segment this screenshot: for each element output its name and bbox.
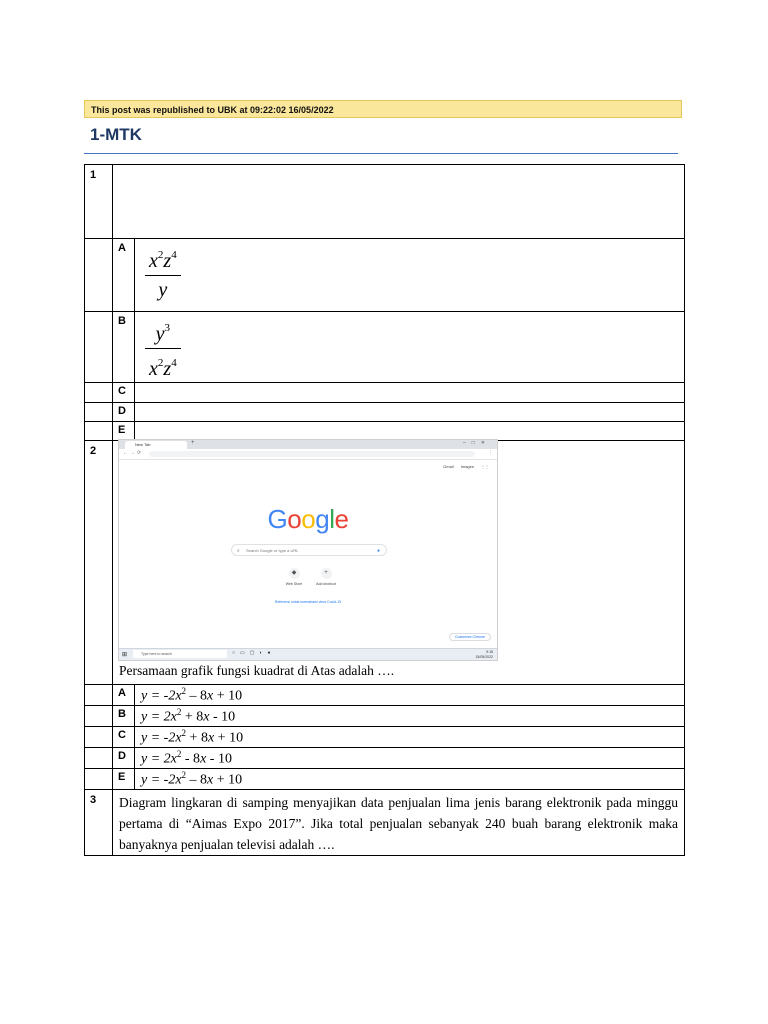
option-row: [85, 239, 685, 312]
option-equation: $y = -2x^2 - 8x + 10$: [135, 769, 685, 790]
option-equation: $y = 2x^2 + 8x - 10$: [135, 706, 685, 727]
question-text: Diagram lingkaran di samping menyajikan data penjualan lima jenis barang elektronik pada minggu pertama di “Aimas Expo 2017”. Jika total penjualan sebanyak 240 buah barang elektronik maka banyaknya penjualan televisi adalah ….: [113, 790, 685, 856]
question-row: [85, 441, 685, 685]
shortcut-web-store: ◆ Web Store: [285, 570, 303, 586]
shortcut-add: + Add shortcut: [316, 570, 336, 586]
option-row: [85, 727, 685, 748]
covid-notice-link: Referensi untuk memahami virus Covid-19: [274, 600, 342, 604]
web-store-icon: ◆: [289, 568, 300, 579]
option-equation: $y = -2x^2 - 8x + 10$: [135, 685, 685, 706]
option-row: [85, 769, 685, 790]
option-row: [85, 403, 685, 422]
option-letter: D: [113, 403, 135, 422]
customize-chrome-button: Customize Chrome: [449, 633, 491, 641]
option-equation: $y = -2x^2 + 8x + 10$: [135, 727, 685, 748]
question-number: 2: [85, 441, 113, 685]
option-row: [85, 383, 685, 403]
omnibox: [149, 451, 475, 457]
system-tray: 9:18 15/05/2022: [475, 650, 493, 659]
microphone-icon: ●: [376, 548, 380, 554]
fraction: $\frac{y^3}{x^2z^4}$: [145, 315, 181, 382]
option-letter: C: [113, 727, 135, 748]
question-body: [113, 165, 685, 239]
new-tab-icon: +: [191, 440, 195, 446]
option-content: [135, 312, 685, 383]
option-letter: C: [113, 383, 135, 403]
title-divider: [84, 153, 678, 154]
option-row: [85, 748, 685, 769]
option-letter: A: [113, 685, 135, 706]
question-caption: Persamaan grafik fungsi kuadrat di Atas adalah ….: [119, 663, 395, 678]
option-row: [85, 312, 685, 383]
nav-arrows-icon: ←→⟳: [123, 450, 144, 456]
question-number: 3: [85, 790, 113, 856]
option-letter: A: [113, 239, 135, 312]
browser-screenshot: [118, 439, 498, 661]
document-title: 1-MTK: [90, 125, 142, 144]
fraction: $\frac{x^2z^4}{y}$: [145, 242, 181, 303]
question-number: 1: [85, 165, 113, 239]
republish-banner: This post was republished to UBK at 09:22:02 16/05/2022: [84, 100, 682, 118]
option-letter: E: [113, 769, 135, 790]
option-letter: D: [113, 748, 135, 769]
option-letter: E: [113, 422, 135, 441]
browser-tab: New Tab: [125, 441, 187, 449]
search-icon: ⌕: [237, 548, 240, 554]
window-controls-icon: –□✕: [463, 440, 491, 446]
browser-address-bar: [119, 449, 497, 460]
apps-grid-icon: ⋮⋮: [481, 464, 489, 469]
option-equation: $y = 2x^2 - 8x - 10$: [135, 748, 685, 769]
option-row: [85, 706, 685, 727]
question-table: [84, 164, 685, 856]
google-logo: Google: [267, 504, 349, 534]
question-body: [113, 441, 685, 685]
option-row: [85, 685, 685, 706]
option-letter: B: [113, 312, 135, 383]
question-row: [85, 790, 685, 856]
option-row: [85, 422, 685, 441]
option-content: [135, 239, 685, 312]
google-search-box: ⌕ Search Google or type a URL ●: [231, 544, 387, 556]
browser-tab-bar: [119, 440, 497, 449]
windows-taskbar: [119, 648, 497, 660]
google-top-links: Gmail Images ⋮⋮: [443, 464, 489, 469]
question-row: [85, 165, 685, 239]
taskbar-app-icons: ○▭▢◐●: [232, 650, 276, 656]
plus-icon: +: [321, 568, 332, 579]
taskbar-search: Type here to search: [133, 650, 227, 658]
windows-start-icon: ⊞: [122, 652, 128, 658]
menu-icon: ⋮: [488, 450, 493, 456]
option-letter: B: [113, 706, 135, 727]
